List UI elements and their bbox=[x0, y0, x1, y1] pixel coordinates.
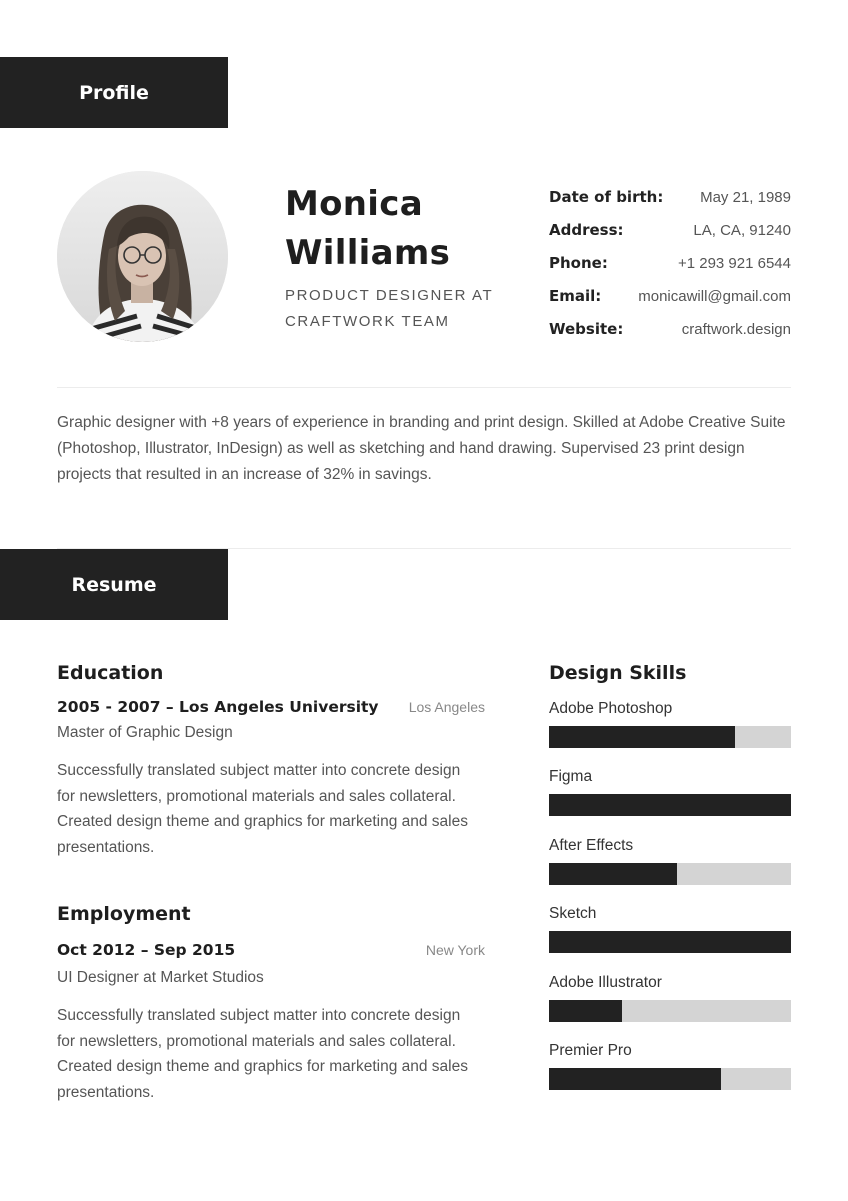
employment-title: Oct 2012 – Sep 2015 bbox=[57, 941, 236, 959]
profile-section-label: Profile bbox=[79, 81, 149, 104]
info-row-address bbox=[549, 221, 791, 254]
skill-bar-fill bbox=[549, 1068, 721, 1090]
info-label: Address: bbox=[549, 221, 624, 239]
info-value: LA, CA, 91240 bbox=[693, 222, 791, 239]
skill-label: Adobe Illustrator bbox=[549, 974, 662, 991]
info-value: May 21, 1989 bbox=[700, 189, 791, 206]
info-label: Email: bbox=[549, 287, 602, 305]
skills-heading: Design Skills bbox=[549, 662, 687, 684]
avatar bbox=[57, 171, 228, 342]
employment-location: New York bbox=[425, 942, 485, 958]
skill-bar-fill bbox=[549, 1000, 622, 1022]
skill-bar-fill bbox=[549, 863, 677, 885]
skill-bar bbox=[549, 1068, 791, 1090]
skill-bar-fill bbox=[549, 794, 791, 816]
education-description: Successfully translated subject matter into concrete design for newsletters, promotional materials and sales collateral. Created design theme and graphics for marketing and sales presentations. bbox=[57, 762, 468, 857]
role-line-2: CRAFTWORK TEAM bbox=[285, 313, 450, 330]
skill-bar-fill bbox=[549, 931, 791, 953]
info-label: Date of birth: bbox=[549, 188, 664, 206]
role-line-1: PRODUCT DESIGNER AT bbox=[285, 287, 494, 304]
info-row-website bbox=[549, 320, 791, 353]
education-entry-header bbox=[57, 698, 485, 716]
divider bbox=[57, 387, 791, 388]
resume-section-tab bbox=[0, 549, 228, 620]
education-subtitle: Master of Graphic Design bbox=[57, 724, 233, 741]
employment-heading: Employment bbox=[57, 903, 191, 925]
info-value[interactable]: monicawill@gmail.com bbox=[638, 288, 791, 305]
skill-bar bbox=[549, 931, 791, 953]
employment-subtitle: UI Designer at Market Studios bbox=[57, 969, 264, 986]
skill-label: Premier Pro bbox=[549, 1042, 632, 1059]
profile-role bbox=[285, 283, 515, 335]
skill-bar bbox=[549, 1000, 791, 1022]
education-location: Los Angeles bbox=[408, 699, 485, 715]
profile-summary: Graphic designer with +8 years of experience in branding and print design. Skilled at Adobe Creative Suite (Photoshop, Illustrator, InDesign) as well as sketching and hand drawing. Supervised 23 print design projects that resulted in an increase of 32% in savings. bbox=[57, 414, 786, 483]
skill-bar bbox=[549, 863, 791, 885]
skill-bar bbox=[549, 794, 791, 816]
first-name: Monica bbox=[285, 184, 423, 224]
info-label: Phone: bbox=[549, 254, 608, 272]
skill-bar-fill bbox=[549, 726, 735, 748]
employment-entry-header bbox=[57, 941, 485, 959]
last-name: Williams bbox=[285, 233, 451, 273]
education-title: 2005 - 2007 – Los Angeles University bbox=[57, 698, 379, 716]
skill-label: Figma bbox=[549, 768, 593, 785]
info-value[interactable]: craftwork.design bbox=[681, 321, 791, 338]
profile-name bbox=[285, 180, 450, 278]
skill-bar bbox=[549, 726, 791, 748]
info-row-birth bbox=[549, 188, 791, 221]
profile-section-tab bbox=[0, 57, 228, 128]
education-heading: Education bbox=[57, 662, 164, 684]
resume-section-label: Resume bbox=[71, 573, 157, 596]
skill-label: Adobe Photoshop bbox=[549, 700, 673, 717]
skill-label: Sketch bbox=[549, 905, 597, 922]
info-value: +1 293 921 6544 bbox=[677, 255, 791, 272]
info-row-phone bbox=[549, 254, 791, 287]
person-photo-icon bbox=[57, 171, 228, 342]
info-row-email bbox=[549, 287, 791, 320]
skill-label: After Effects bbox=[549, 837, 634, 854]
employment-description: Successfully translated subject matter into concrete design for newsletters, promotional materials and sales collateral. Created design theme and graphics for marketing and sales presentations. bbox=[57, 1007, 468, 1102]
info-label: Website: bbox=[549, 320, 624, 338]
